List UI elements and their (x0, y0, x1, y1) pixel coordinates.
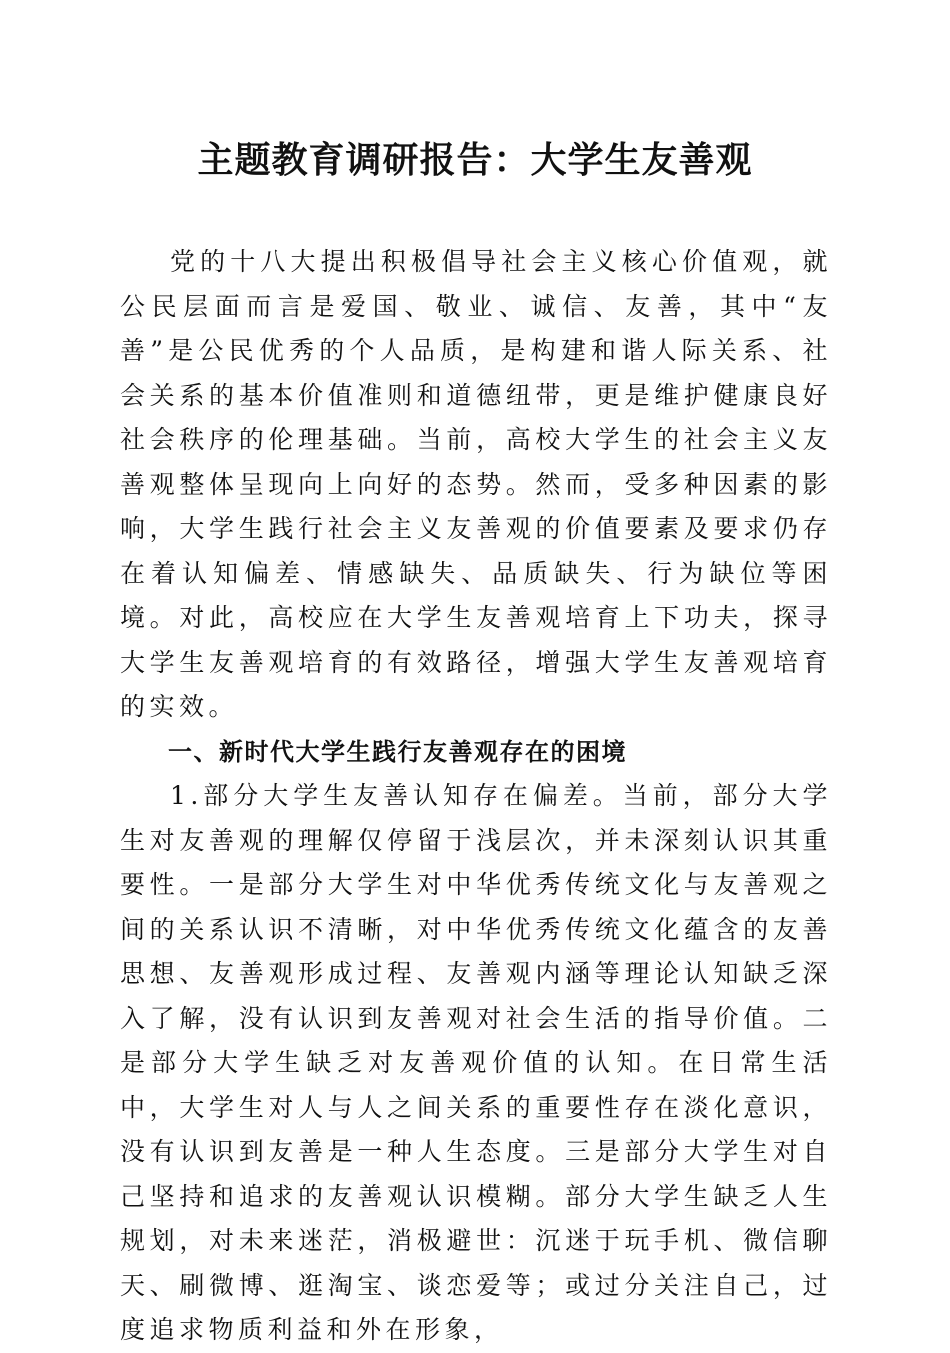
document-title: 主题教育调研报告：大学生友善观 (197, 139, 753, 181)
section-heading: 一、新时代大学生践行友善观存在的困境 (168, 737, 627, 766)
document-body (120, 240, 832, 1353)
section-paragraph: 1.部分大学生友善认知存在偏差。当前，部分大学生对友善观的理解仅停留于浅层次，并未深刻认识其重要性。一是部分大学生对中华优秀传统文化与友善观之间的关系认识不清晰，对中华优秀传统文化蕴含的友善思想、友善观形成过程、友善观内涵等理论认知缺乏深入了解，没有认识到友善观对社会生活的指导价值。二是部分大学生缺乏对友善观价值的认知。在日常生活中，大学生对人与人之间关系的重要性存在淡化意识，没有认识到友善是一种人生态度。三是部分大学生对自己坚持和追求的友善观认识模糊。部分大学生缺乏人生规划，对未来迷茫，消极避世：沉迷于玩手机、微信聊天、刷微博、逛淘宝、谈恋爱等；或过分关注自己，过度追求物质利益和外在形象， (120, 781, 832, 1344)
intro-paragraph: 党的十八大提出积极倡导社会主义核心价值观，就公民层面而言是爱国、敬业、诚信、友善，其中“友善”是公民优秀的个人品质，是构建和谐人际关系、社会关系的基本价值准则和道德纽带，更是维护健康良好社会秩序的伦理基础。当前，高校大学生的社会主义友善观整体呈现向上向好的态势。然而，受多种因素的影响，大学生践行社会主义友善观的价值要素及要求仍存在着认知偏差、情感缺失、品质缺失、行为缺位等困境。对此，高校应在大学生友善观培育上下功夫，探寻大学生友善观培育的有效路径，增强大学生友善观培育的实效。 (120, 247, 832, 721)
